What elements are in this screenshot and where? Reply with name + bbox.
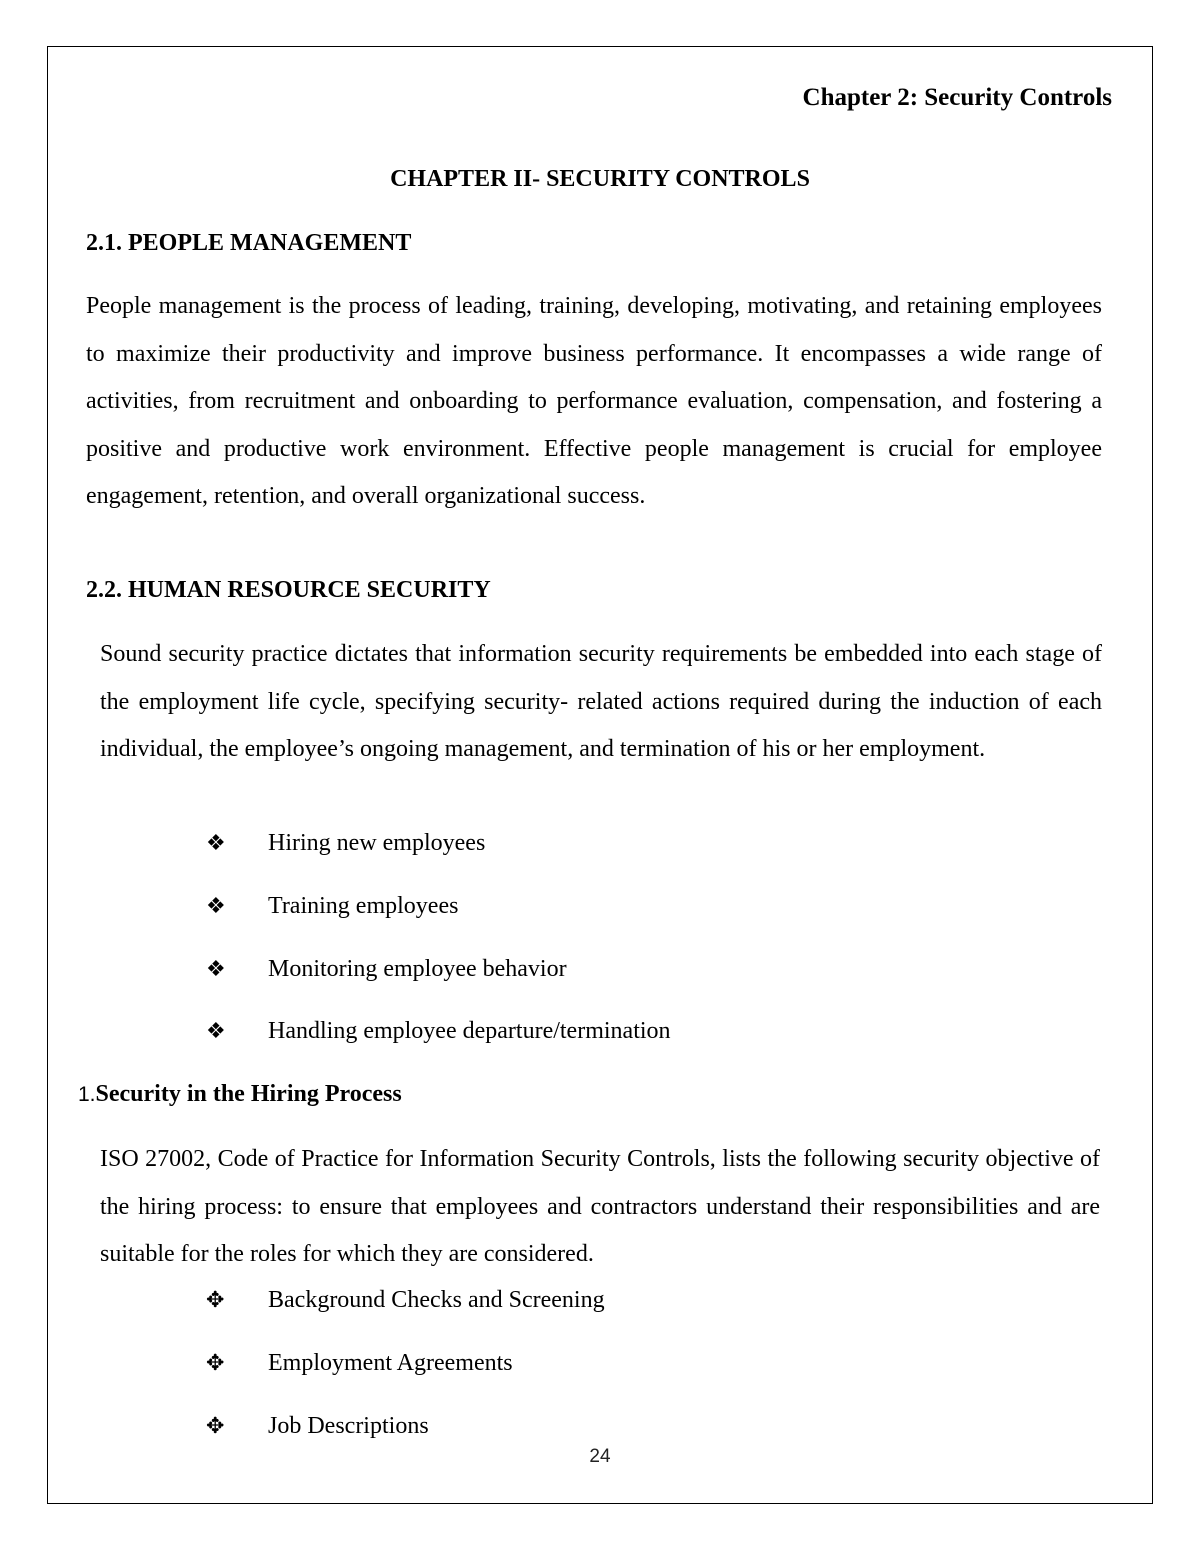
list-item-text: Job Descriptions <box>268 1413 429 1439</box>
running-header: Chapter 2: Security Controls <box>802 84 1112 111</box>
subsection-heading-hiring-process <box>78 1081 402 1108</box>
list-item-text: Handling employee departure/termination <box>268 1018 671 1044</box>
diamond-bullet-icon: ❖ <box>206 956 226 981</box>
subsection-title: Security in the Hiring Process <box>95 1081 402 1107</box>
diamond-bullet-icon: ❖ <box>206 1018 226 1043</box>
list-item <box>206 1413 429 1440</box>
list-item-text: Training employees <box>268 893 459 919</box>
list-item <box>206 956 567 983</box>
list-item <box>206 1350 513 1377</box>
section-heading-human-resource-security: 2.2. HUMAN RESOURCE SECURITY <box>86 577 491 603</box>
hiring-process-paragraph: ISO 27002, Code of Practice for Information Security Controls, lists the following security objective of the hiring process: to ensure that employees and contractors understand their responsibilities and are suitable for the roles for which they are considered. <box>100 1146 1100 1267</box>
four-petal-bullet-icon: ✥ <box>206 1287 225 1312</box>
page-number: 24 <box>589 1446 611 1467</box>
list-item <box>206 893 459 920</box>
section-heading-people-management: 2.1. PEOPLE MANAGEMENT <box>86 230 412 256</box>
list-item <box>206 830 486 857</box>
human-resource-security-paragraph: Sound security practice dictates that information security requirements be embedded into each stage of the employment life cycle, specifying security- related actions required during the induction of each individual, the employee’s ongoing management, and termination of his or her employment. <box>100 641 1102 762</box>
diamond-bullet-icon: ❖ <box>206 830 226 855</box>
diamond-bullet-icon: ❖ <box>206 893 226 918</box>
list-item <box>206 1287 605 1314</box>
subsection-number: 1. <box>78 1083 96 1106</box>
list-item-text: Hiring new employees <box>268 830 486 856</box>
four-petal-bullet-icon: ✥ <box>206 1413 225 1438</box>
four-petal-bullet-icon: ✥ <box>206 1350 225 1375</box>
list-item-text: Employment Agreements <box>268 1350 513 1376</box>
list-item <box>206 1018 671 1045</box>
people-management-paragraph: People management is the process of leading, training, developing, motivating, and retaining employees to maximize their productivity and improve business performance. It encompasses a wide range of activities, from recruitment and onboarding to performance evaluation, compensation, and fostering a positive and productive work environment. Effective people management is crucial for employee engagement, retention, and overall organizational success. <box>86 293 1102 509</box>
list-item-text: Background Checks and Screening <box>268 1287 605 1313</box>
chapter-title: CHAPTER II- SECURITY CONTROLS <box>390 166 810 192</box>
list-item-text: Monitoring employee behavior <box>268 956 567 982</box>
page-border <box>47 46 1153 1504</box>
